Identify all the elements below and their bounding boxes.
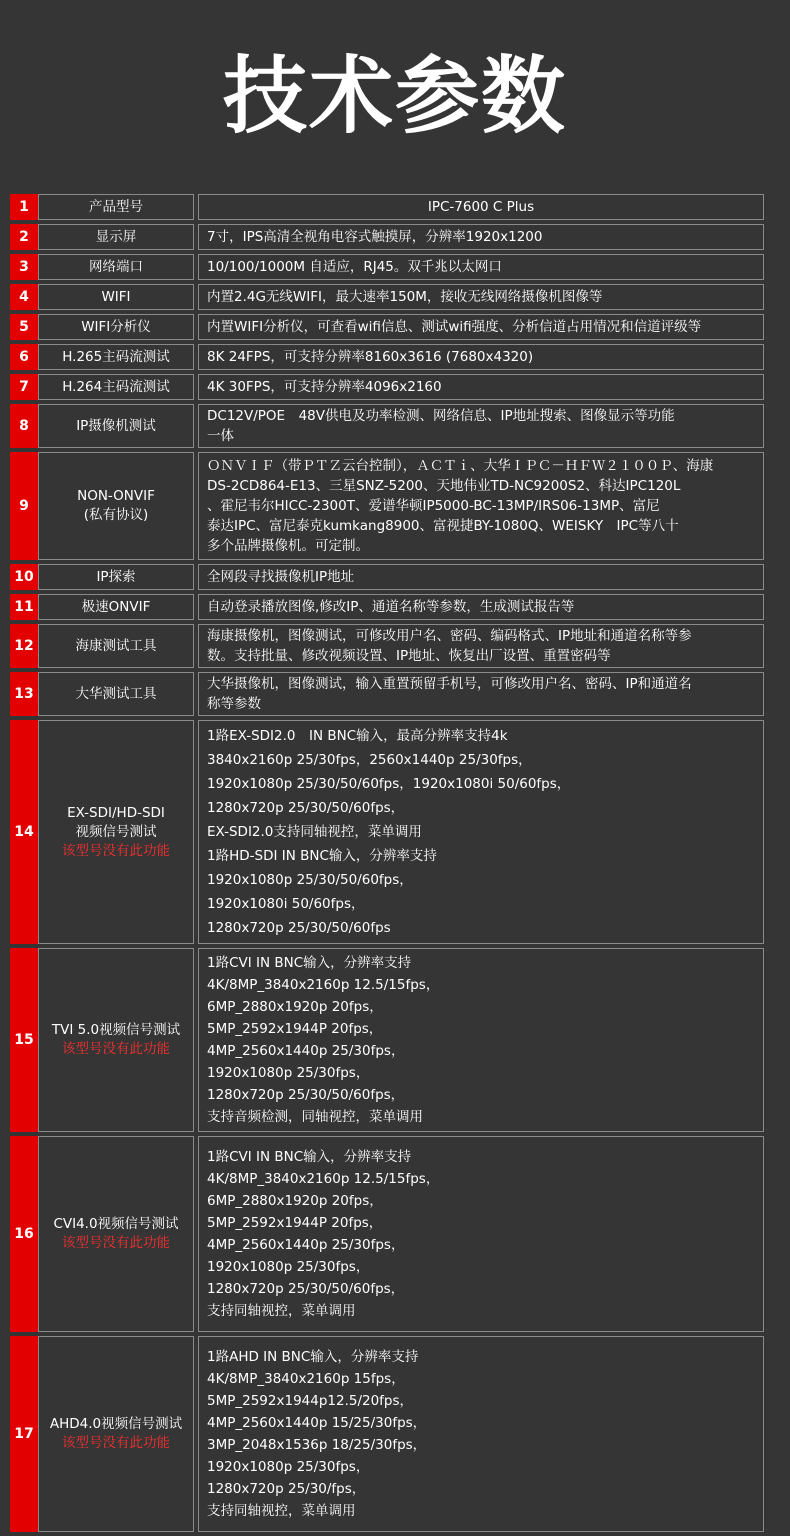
param-name <box>38 254 194 280</box>
param-value-line: DC12V/POE 48V供电及功率检测、网络信息、IP地址搜索、图像显示等功能 <box>207 408 675 424</box>
param-value <box>198 624 764 668</box>
table-row <box>10 284 764 310</box>
param-value-line: 4MP_2560x1440p 25/30fps， <box>207 1237 405 1253</box>
unsupported-note: 该型号没有此功能 <box>62 1435 170 1451</box>
param-value-line: 1280x720p 25/30/50/60fps， <box>207 800 405 816</box>
row-number: 14 <box>10 720 38 944</box>
unsupported-note: 该型号没有此功能 <box>62 1041 170 1057</box>
param-value-line: 1920x1080p 25/30fps， <box>207 1065 370 1081</box>
row-number: 16 <box>10 1136 38 1332</box>
table-row <box>10 194 764 220</box>
spec-table <box>10 194 764 1536</box>
param-value <box>198 314 764 340</box>
row-number: 11 <box>10 594 38 620</box>
param-value-line: 4MP_2560x1440p 15/25/30fps， <box>207 1415 427 1431</box>
param-name-line: 显示屏 <box>95 228 137 245</box>
param-name <box>38 1336 194 1532</box>
param-name-line: 大华测试工具 <box>75 685 157 702</box>
param-name-line: NON-ONVIF <box>77 488 155 504</box>
param-value-line: 支持同轴视控，菜单调用 <box>207 1303 356 1319</box>
param-value-line: 1路HD-SDI IN BNC输入，分辨率支持 <box>207 848 437 864</box>
param-value-line: 5MP_2592x1944p12.5/20fps， <box>207 1393 414 1409</box>
param-name-line: 视频信号测试 <box>75 823 157 840</box>
row-number: 9 <box>10 452 38 560</box>
param-value-line: 1路EX-SDI2.0 IN BNC输入，最高分辨率支持4k <box>207 728 508 744</box>
param-value <box>198 720 764 944</box>
param-name <box>38 284 194 310</box>
param-value-line: 4K 30FPS，可支持分辨率4096x2160 <box>207 379 442 395</box>
param-name-line: TVI 5.0视频信号测试 <box>51 1022 181 1038</box>
param-value-line: 1280x720p 25/30/fps， <box>207 1481 366 1497</box>
row-number: 15 <box>10 948 38 1132</box>
param-value-line: 1280x720p 25/30/50/60fps <box>207 920 391 936</box>
row-number: 5 <box>10 314 38 340</box>
param-value <box>198 1136 764 1332</box>
param-name-line: AHD4.0视频信号测试 <box>49 1416 183 1432</box>
param-value <box>198 1336 764 1532</box>
param-value-line: 1920x1080p 25/30fps， <box>207 1459 370 1475</box>
table-row <box>10 594 764 620</box>
table-row <box>10 344 764 370</box>
param-value-line: 4MP_2560x1440p 25/30fps， <box>207 1043 405 1059</box>
param-name <box>38 314 194 340</box>
param-value-line: 4K/8MP_3840x2160p 12.5/15fps， <box>207 977 440 993</box>
param-value-line: EX-SDI2.0支持同轴视控，菜单调用 <box>207 824 422 840</box>
param-value-line: 数。支持批量、修改视频设置、IP地址、恢复出厂设置、重置密码等 <box>207 648 611 664</box>
param-name-line: CVI4.0视频信号测试 <box>53 1216 179 1232</box>
row-number: 4 <box>10 284 38 310</box>
param-name <box>38 594 194 620</box>
table-row <box>10 224 764 250</box>
param-name-line: 极速ONVIF <box>81 598 151 615</box>
param-name <box>38 948 194 1132</box>
param-value-line: 泰达IPC、富尼泰克kumkang8900、富视捷BY-1080Q、WEISKY IPC等八十 <box>207 518 679 534</box>
param-value-line: 称等参数 <box>207 696 261 712</box>
param-name-line: H.264主码流测试 <box>62 378 170 395</box>
table-row <box>10 1136 764 1332</box>
param-value <box>198 344 764 370</box>
table-row <box>10 948 764 1132</box>
param-value-line: 7寸，IPS高清全视角电容式触摸屏，分辨率1920x1200 <box>207 229 543 245</box>
param-name <box>38 624 194 668</box>
param-name-line: IP探索 <box>96 568 136 585</box>
row-number: 12 <box>10 624 38 668</box>
param-value-line: 多个品牌摄像机。可定制。 <box>207 538 369 554</box>
param-value-line: 一体 <box>207 428 234 444</box>
param-value-line: IPC-7600 C Plus <box>427 199 535 215</box>
param-name-line: WIFI <box>101 288 131 305</box>
param-value-line: 、霍尼韦尔HICC-2300T、爱谱华顿IP5000-BC-13MP/IRS06-13MP、富尼 <box>207 498 660 514</box>
param-value-line: 1920x1080i 50/60fps， <box>207 896 365 912</box>
param-name-line: (私有协议) <box>83 507 149 523</box>
table-row <box>10 314 764 340</box>
param-name <box>38 672 194 716</box>
param-value <box>198 594 764 620</box>
param-name-line: WIFI分析仪 <box>81 318 151 335</box>
param-value-line: 1280x720p 25/30/50/60fps， <box>207 1281 405 1297</box>
param-name <box>38 564 194 590</box>
param-value-line: 5MP_2592x1944P 20fps， <box>207 1215 383 1231</box>
param-value <box>198 254 764 280</box>
table-row <box>10 672 764 716</box>
param-name-line: IP摄像机测试 <box>76 417 156 434</box>
param-value-line: 全网段寻找摄像机IP地址 <box>207 569 355 585</box>
row-number: 6 <box>10 344 38 370</box>
param-value <box>198 374 764 400</box>
param-value-line: 4K/8MP_3840x2160p 15fps， <box>207 1371 405 1387</box>
param-value-line: 海康摄像机，图像测试，可修改用户名、密码、编码格式、IP地址和通道名称等参 <box>207 628 692 644</box>
param-value <box>198 194 764 220</box>
row-number: 17 <box>10 1336 38 1532</box>
param-value-line: 1路CVI IN BNC输入，分辨率支持 <box>207 1149 412 1165</box>
page-title: 技术参数 <box>222 47 567 145</box>
param-value-line: 1280x720p 25/30/50/60fps， <box>207 1087 405 1103</box>
table-row <box>10 254 764 280</box>
row-number: 7 <box>10 374 38 400</box>
param-value-line: 支持同轴视控，菜单调用 <box>207 1503 356 1519</box>
param-value-line: 内置2.4G无线WIFI，最大速率150M，接收无线网络摄像机图像等 <box>207 289 603 305</box>
param-name <box>38 224 194 250</box>
unsupported-note: 该型号没有此功能 <box>62 842 170 859</box>
param-value <box>198 948 764 1132</box>
param-value-line: 1920x1080p 25/30fps， <box>207 1259 370 1275</box>
param-value <box>198 224 764 250</box>
table-row <box>10 624 764 668</box>
param-value-line: 3840x2160p 25/30fps，2560x1440p 25/30fps， <box>207 752 532 768</box>
param-value-line: 1920x1080p 25/30/50/60fps， <box>207 872 413 888</box>
param-name-line: 海康测试工具 <box>75 637 157 654</box>
param-name-line: H.265主码流测试 <box>62 348 170 365</box>
table-row <box>10 720 764 944</box>
param-value-line: 8K 24FPS，可支持分辨率8160x3616 (7680x4320) <box>207 349 534 365</box>
param-name <box>38 1136 194 1332</box>
param-value-line: 1920x1080p 25/30/50/60fps，1920x1080i 50/60fps， <box>207 776 571 792</box>
param-value-line: 内置WIFI分析仪，可查看wifi信息、测试wifi强度、分析信道占用情况和信道评级等 <box>207 319 702 335</box>
param-name <box>38 374 194 400</box>
param-value <box>198 404 764 448</box>
table-row <box>10 1336 764 1532</box>
param-name <box>38 404 194 448</box>
param-value-line: 1路AHD IN BNC输入，分辨率支持 <box>207 1349 419 1365</box>
unsupported-note: 该型号没有此功能 <box>62 1235 170 1251</box>
param-value <box>198 452 764 560</box>
param-value-line: 大华摄像机，图像测试，输入重置预留手机号，可修改用户名、密码、IP和通道名 <box>207 676 692 692</box>
param-name <box>38 452 194 560</box>
row-number: 1 <box>10 194 38 220</box>
param-name <box>38 194 194 220</box>
param-value <box>198 284 764 310</box>
row-number: 8 <box>10 404 38 448</box>
param-value-line: 支持音频检测，同轴视控，菜单调用 <box>207 1109 423 1125</box>
row-number: 2 <box>10 224 38 250</box>
param-value-line: DS-2CD864-E13、三星SNZ-5200、天地伟业TD-NC9200S2、科达IPC120L <box>207 478 681 494</box>
param-value-line: 自动登录播放图像,修改IP、通道名称等参数，生成测试报告等 <box>207 599 575 615</box>
param-name <box>38 720 194 944</box>
param-value <box>198 564 764 590</box>
row-number: 3 <box>10 254 38 280</box>
param-value-line: 1路CVI IN BNC输入，分辨率支持 <box>207 955 412 971</box>
table-row <box>10 404 764 448</box>
row-number: 10 <box>10 564 38 590</box>
param-value-line: 10/100/1000M 自适应，RJ45。双千兆以太网口 <box>207 259 502 275</box>
param-name-line: EX-SDI/HD-SDI <box>67 804 165 821</box>
param-name-line: 网络端口 <box>89 258 143 275</box>
param-value-line: 6MP_2880x1920p 20fps， <box>207 1193 383 1209</box>
param-name <box>38 344 194 370</box>
param-value-line: 5MP_2592x1944P 20fps， <box>207 1021 383 1037</box>
row-number: 13 <box>10 672 38 716</box>
table-row <box>10 564 764 590</box>
table-row <box>10 452 764 560</box>
param-name-line: 产品型号 <box>89 198 143 215</box>
param-value-line: 4K/8MP_3840x2160p 12.5/15fps， <box>207 1171 440 1187</box>
param-value-line: 3MP_2048x1536p 18/25/30fps， <box>207 1437 427 1453</box>
param-value <box>198 672 764 716</box>
table-row <box>10 374 764 400</box>
param-value-line: ＯＮＶＩＦ（带ＰＴＺ云台控制），ＡＣＴｉ、大华ＩＰＣ－ＨＦＷ２１００Ｐ、海康 <box>207 458 714 474</box>
param-value-line: 6MP_2880x1920p 20fps， <box>207 999 383 1015</box>
